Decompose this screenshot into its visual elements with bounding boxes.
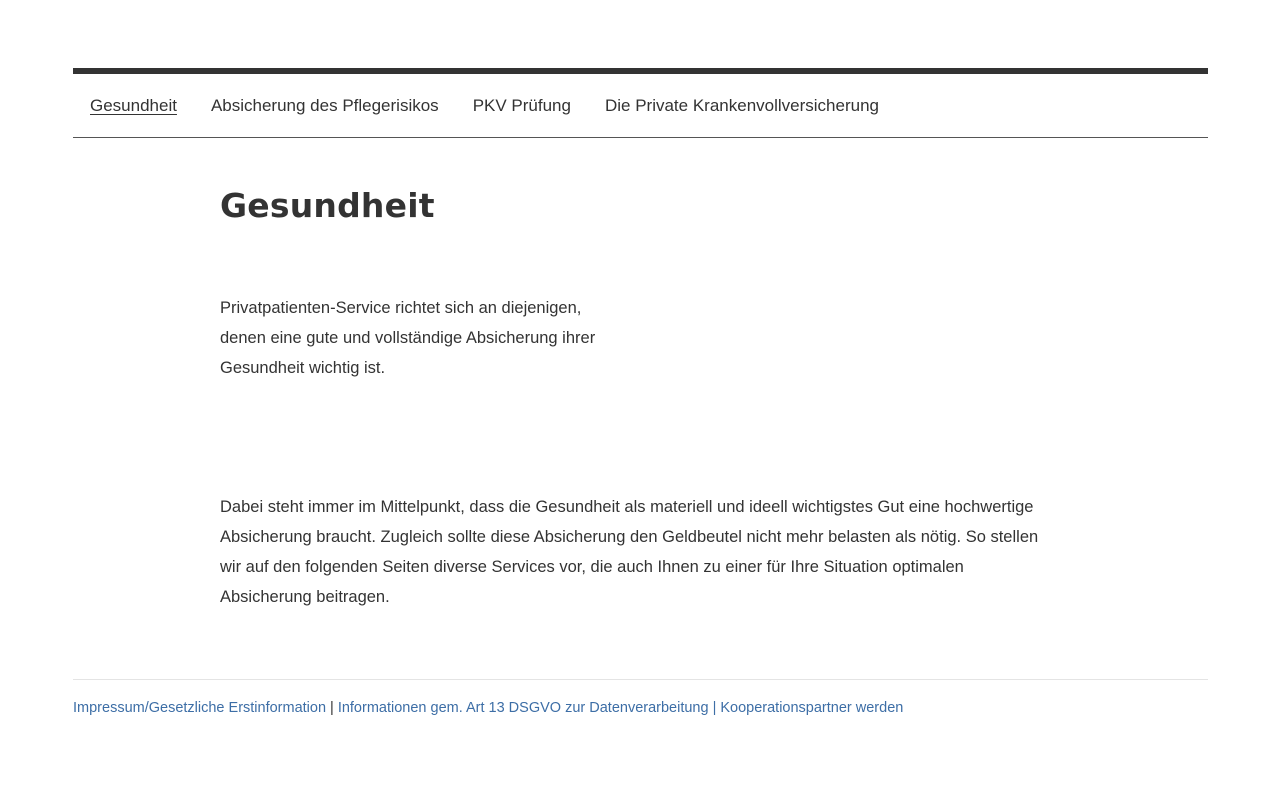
footer-separator: | — [712, 700, 717, 716]
footer-link-impressum[interactable]: Impressum/Gesetzliche Erstinformation — [73, 700, 327, 716]
page-title: Gesundheit — [220, 186, 435, 225]
nav-item-pflegerisiko[interactable]: Absicherung des Pflegerisikos — [210, 95, 439, 115]
footer-divider — [73, 679, 1208, 680]
footer-link-dsgvo[interactable]: Informationen gem. Art 13 DSGVO zur Datenverarbeitung — [337, 700, 709, 716]
footer-link-kooperationspartner[interactable]: Kooperationspartner werden — [720, 700, 904, 716]
body-paragraph: Dabei steht immer im Mittelpunkt, dass die Gesundheit als materiell und ideell wichtigstes Gut eine hochwertige Absicherung braucht. Zugleich sollte diese Absicherung den Geldbeutel nicht mehr belasten als nötig. So stellen wir auf den folgenden Seiten diverse Services vor, die auch Ihnen zu einer für Ihre Situation optimalen Absicherung beitragen. — [220, 498, 1039, 606]
footer-links — [73, 698, 903, 718]
nav-item-pkv-pruefung[interactable]: PKV Prüfung — [472, 95, 571, 115]
intro-paragraph: Privatpatienten-Service richtet sich an diejenigen, denen eine gute und vollständige Absicherung ihrer Gesundheit wichtig ist. — [220, 299, 596, 377]
main-navigation — [73, 74, 1208, 138]
nav-item-gesundheit[interactable]: Gesundheit — [90, 95, 177, 115]
footer-separator: | — [330, 700, 334, 716]
nav-item-private-krankenvollversicherung[interactable]: Die Private Krankenvollversicherung — [604, 95, 879, 115]
